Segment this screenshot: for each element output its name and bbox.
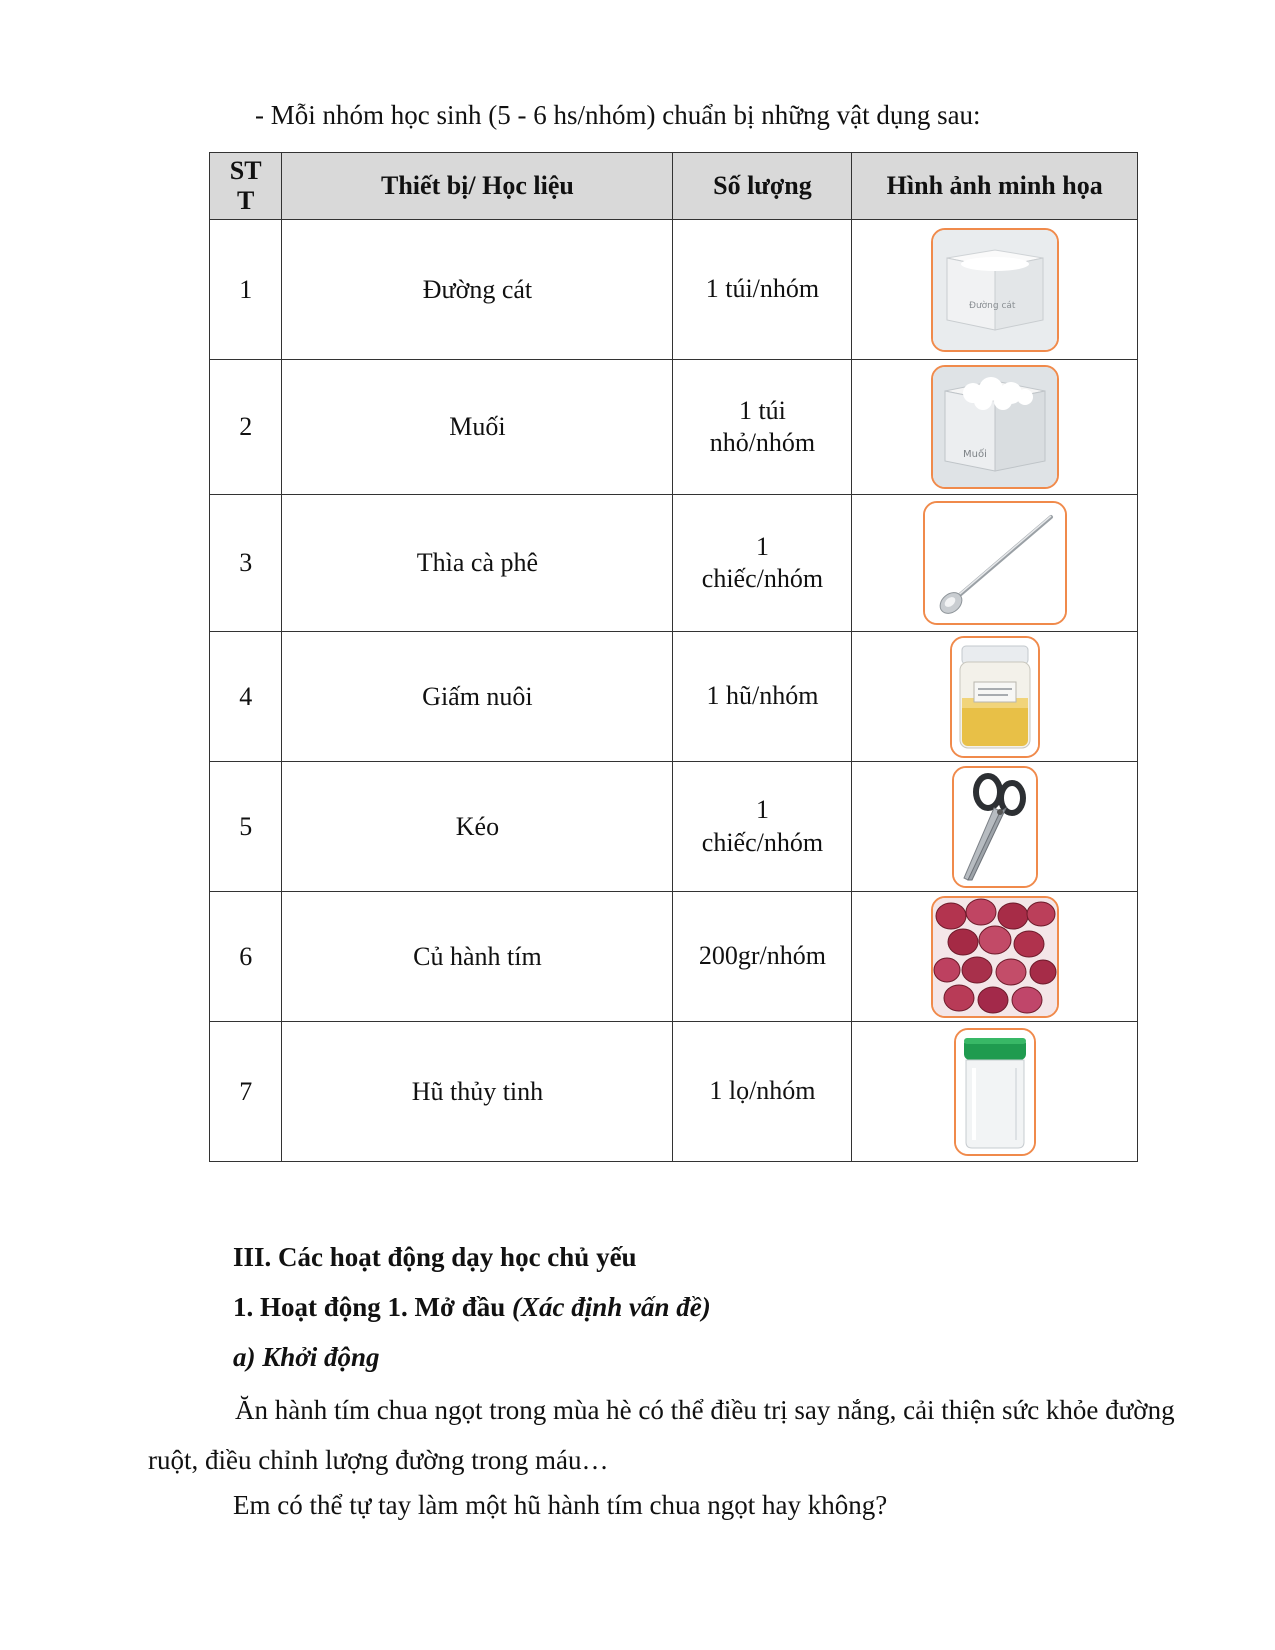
section-heading-3: III. Các hoạt động dạy học chủ yếu bbox=[233, 1242, 637, 1272]
row-image bbox=[852, 220, 1138, 360]
svg-text:Đường cát: Đường cát bbox=[968, 300, 1016, 311]
table-row bbox=[210, 360, 1138, 495]
table-row bbox=[210, 892, 1138, 1022]
row-image bbox=[852, 632, 1138, 762]
row-item: Muối bbox=[282, 360, 673, 495]
row-image bbox=[852, 892, 1138, 1022]
row-stt: 1 bbox=[210, 220, 282, 360]
row-item: Thìa cà phê bbox=[282, 495, 673, 632]
header-item: Thiết bị/ Học liệu bbox=[282, 153, 673, 220]
row-item: Đường cát bbox=[282, 220, 673, 360]
row-quantity: 1 hũ/nhóm bbox=[673, 632, 852, 762]
row-stt: 6 bbox=[210, 892, 282, 1022]
row-stt: 3 bbox=[210, 495, 282, 632]
row-image bbox=[852, 762, 1138, 892]
table-row bbox=[210, 1022, 1138, 1162]
table-row bbox=[210, 220, 1138, 360]
table-header-row bbox=[210, 153, 1138, 220]
row-item: Giấm nuôi bbox=[282, 632, 673, 762]
row-image bbox=[852, 495, 1138, 632]
spoon-icon bbox=[923, 501, 1067, 625]
row-item: Hũ thủy tinh bbox=[282, 1022, 673, 1162]
table-row bbox=[210, 495, 1138, 632]
svg-text:Muối: Muối bbox=[962, 449, 987, 460]
row-quantity: 1 túi nhỏ/nhóm bbox=[673, 360, 852, 495]
row-quantity: 1 túi/nhóm bbox=[673, 220, 852, 360]
row-quantity: 200gr/nhóm bbox=[673, 892, 852, 1022]
subheading-khoi-dong: a) Khởi động bbox=[233, 1342, 380, 1372]
paragraph-2: Em có thể tự tay làm một hũ hành tím chua ngọt hay không? bbox=[233, 1490, 888, 1520]
sugar-box-icon bbox=[931, 228, 1059, 352]
shallots-icon bbox=[931, 896, 1059, 1018]
activity-1-heading: 1. Hoạt động 1. Mở đầu (Xác định vấn đề) bbox=[233, 1292, 711, 1322]
row-stt: 2 bbox=[210, 360, 282, 495]
salt-box-icon bbox=[931, 365, 1059, 489]
row-stt: 5 bbox=[210, 762, 282, 892]
row-quantity: 1 chiếc/nhóm bbox=[673, 762, 852, 892]
vinegar-jar-icon bbox=[950, 636, 1040, 758]
row-quantity: 1 chiếc/nhóm bbox=[673, 495, 852, 632]
row-image bbox=[852, 360, 1138, 495]
scissors-icon bbox=[952, 766, 1038, 888]
row-item: Kéo bbox=[282, 762, 673, 892]
header-stt: STT bbox=[210, 153, 282, 220]
row-item: Củ hành tím bbox=[282, 892, 673, 1022]
glass-jar-icon bbox=[954, 1028, 1036, 1156]
row-image bbox=[852, 1022, 1138, 1162]
header-quantity: Số lượng bbox=[673, 153, 852, 220]
intro-text: - Mỗi nhóm học sinh (5 - 6 hs/nhóm) chuẩn bị những vật dụng sau: bbox=[255, 100, 981, 130]
header-image: Hình ảnh minh họa bbox=[852, 153, 1138, 220]
row-stt: 4 bbox=[210, 632, 282, 762]
materials-table bbox=[209, 152, 1138, 1162]
row-stt: 7 bbox=[210, 1022, 282, 1162]
row-quantity: 1 lọ/nhóm bbox=[673, 1022, 852, 1162]
table-row bbox=[210, 632, 1138, 762]
paragraph-1: Ăn hành tím chua ngọt trong mùa hè có thể điều trị say nắng, cải thiện sức khỏe đường ruột, điều chỉnh lượng đường trong máu… bbox=[148, 1395, 1175, 1475]
table-row bbox=[210, 762, 1138, 892]
